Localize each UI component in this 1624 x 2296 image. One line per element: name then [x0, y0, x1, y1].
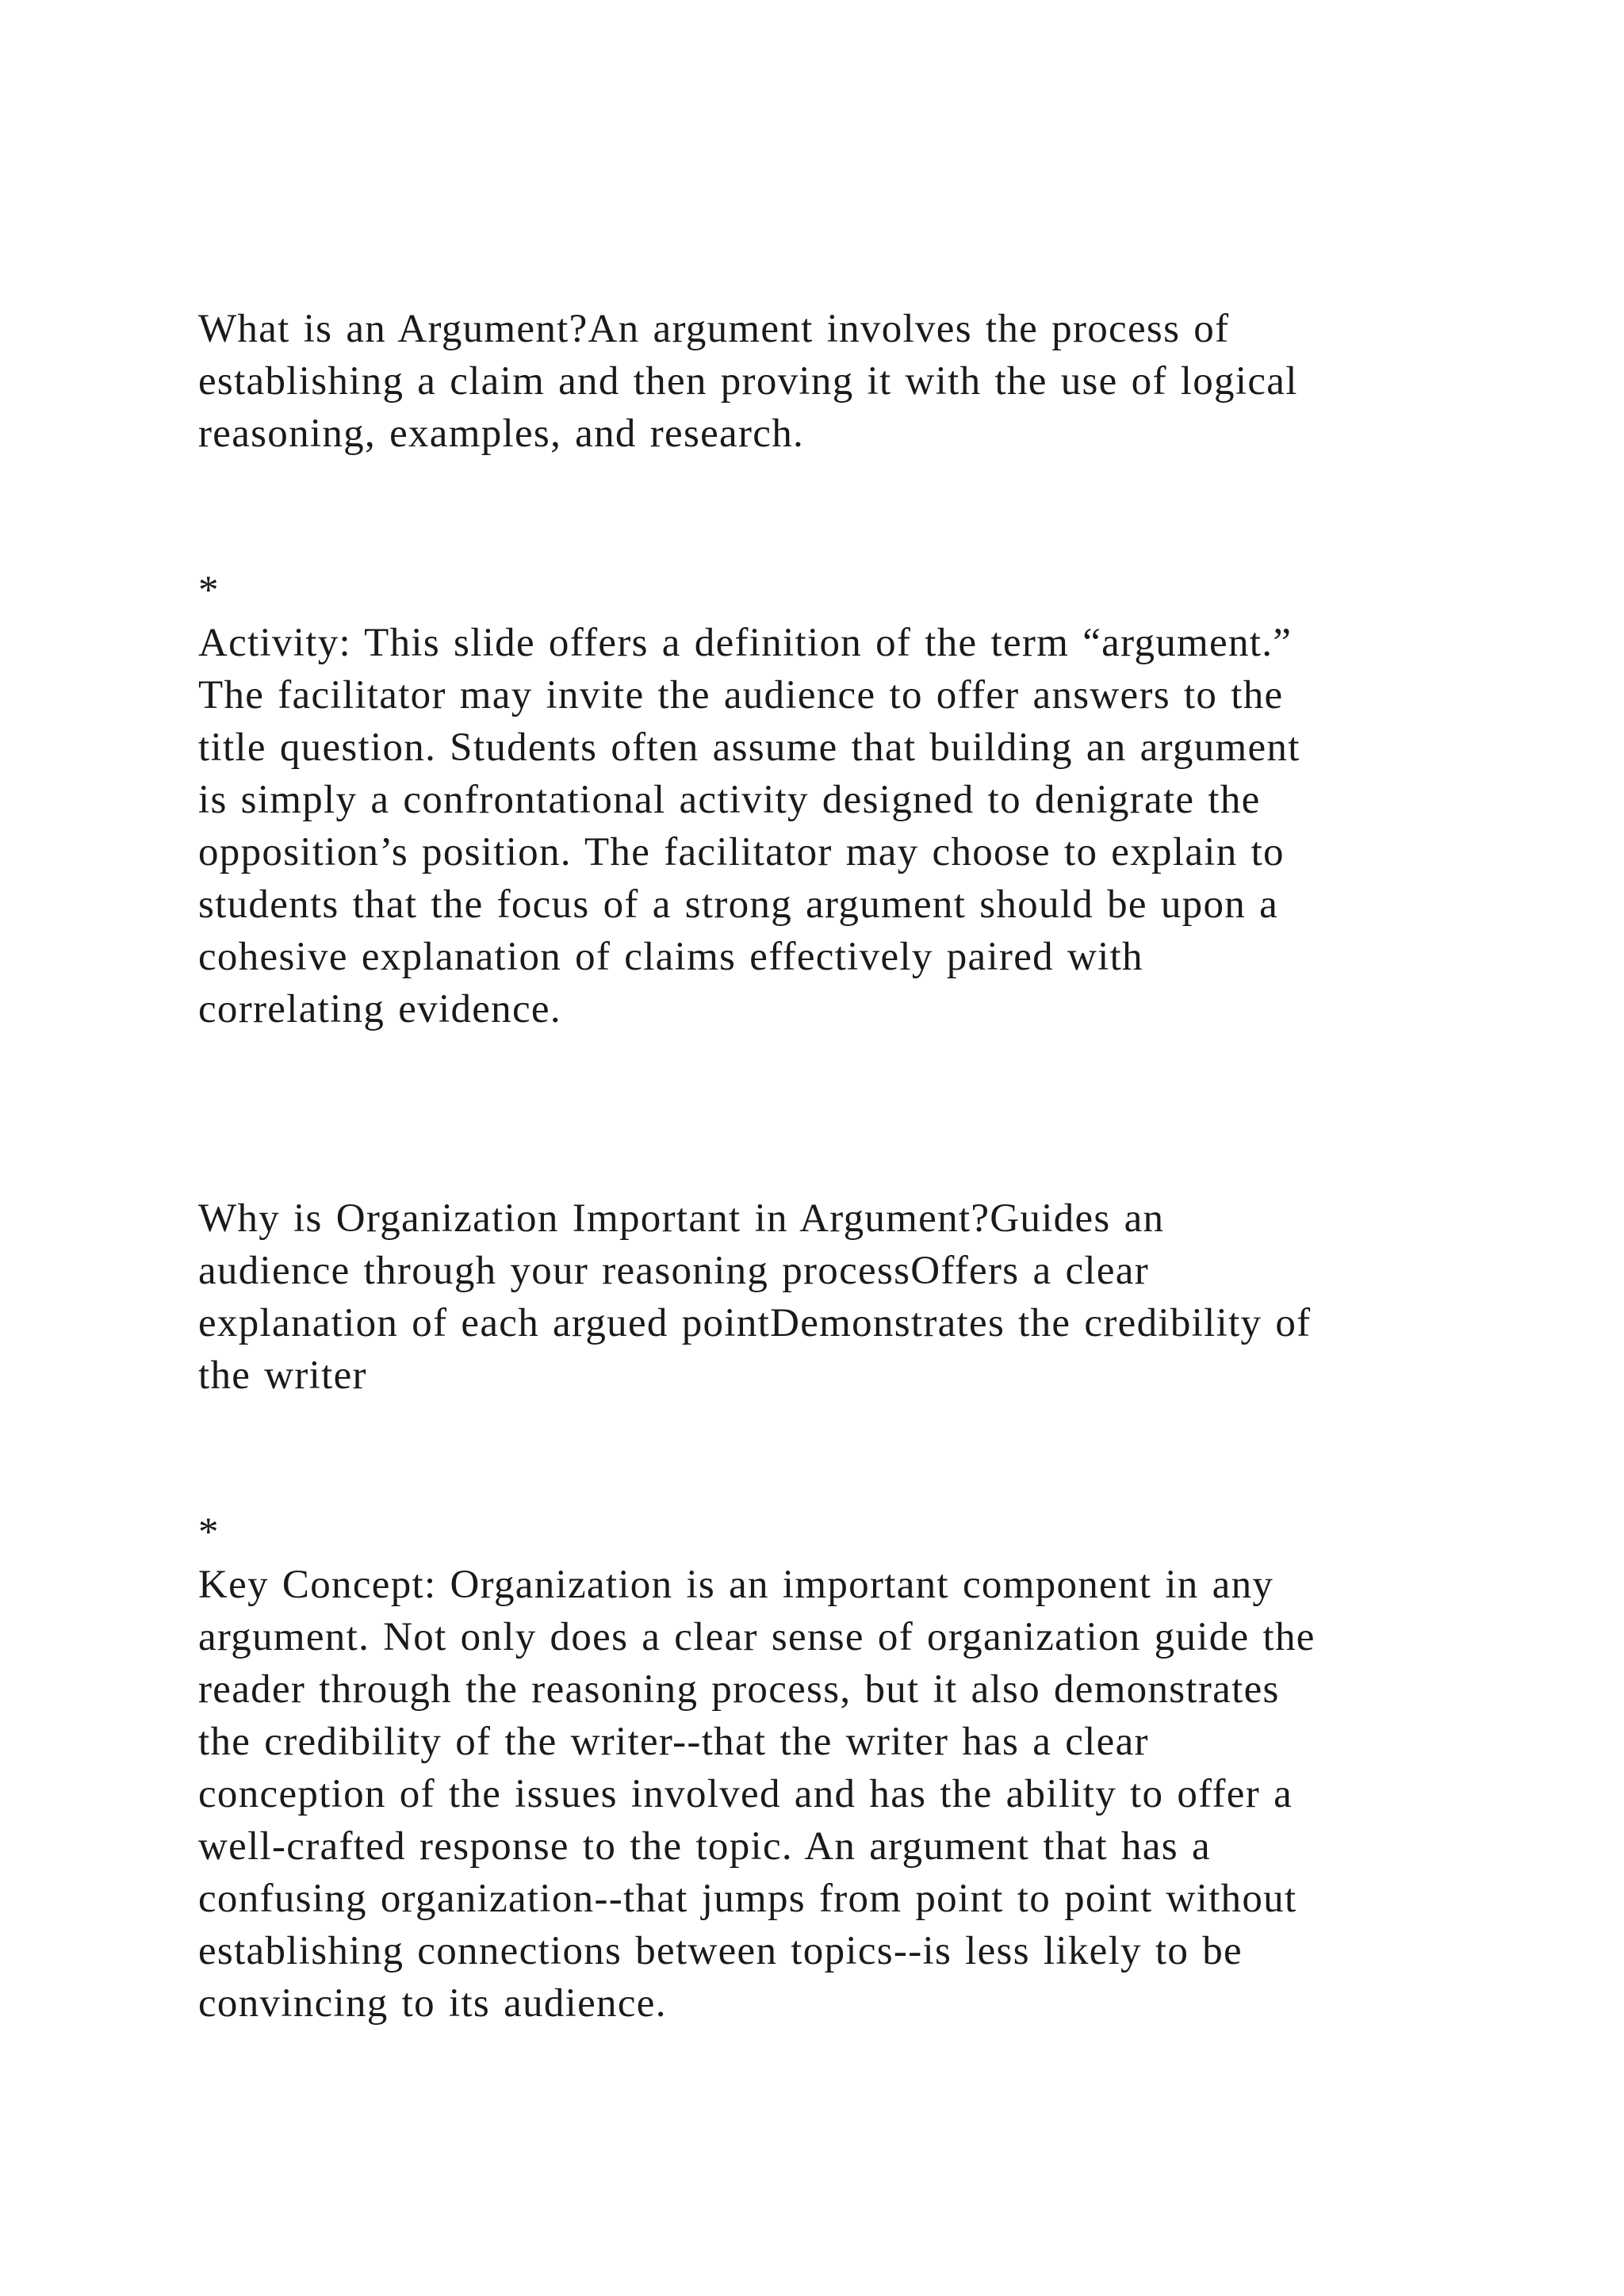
section-1-line-1: What is an Argument?An argument involves the process of — [198, 307, 1230, 351]
note-2-marker: * — [198, 1510, 220, 1555]
note-2-line-3: reader through the reasoning process, but it also demonstrates — [198, 1667, 1280, 1712]
note-1-line-7: cohesive explanation of claims effectively paired with — [198, 935, 1143, 979]
note-2-line-4: the credibility of the writer--that the writer has a clear — [198, 1720, 1149, 1764]
note-2-line-5: conception of the issues involved and has the ability to offer a — [198, 1772, 1293, 1816]
note-2-line-7: confusing organization--that jumps from point to point without — [198, 1877, 1297, 1921]
section-2-line-3: explanation of each argued pointDemonstrates the credibility of — [198, 1301, 1312, 1345]
note-2-line-9: convincing to its audience. — [198, 1981, 667, 2026]
section-2-line-2: audience through your reasoning processOffers a clear — [198, 1249, 1150, 1293]
note-1-line-2: The facilitator may invite the audience to offer answers to the — [198, 673, 1284, 718]
note-1-line-1: Activity: This slide offers a definition of the term “argument.” — [198, 621, 1293, 665]
note-1-line-6: students that the focus of a strong argument should be upon a — [198, 882, 1279, 927]
note-1-line-8: correlating evidence. — [198, 987, 561, 1031]
note-1-marker: * — [198, 568, 220, 613]
section-2-line-1: Why is Organization Important in Argument?Guides an — [198, 1196, 1165, 1241]
note-2-line-6: well-crafted response to the topic. An argument that has a — [198, 1824, 1211, 1869]
note-1-line-3: title question. Students often assume that building an argument — [198, 725, 1300, 770]
note-2-line-1: Key Concept: Organization is an important component in any — [198, 1563, 1274, 1607]
note-2-line-8: establishing connections between topics--is less likely to be — [198, 1929, 1243, 1973]
note-1-line-5: opposition’s position. The facilitator may choose to explain to — [198, 830, 1285, 874]
section-2-line-4: the writer — [198, 1353, 367, 1398]
note-1-line-4: is simply a confrontational activity designed to denigrate the — [198, 778, 1261, 822]
note-2-line-2: argument. Not only does a clear sense of organization guide the — [198, 1615, 1316, 1659]
section-1-line-3: reasoning, examples, and research. — [198, 411, 805, 456]
section-1-line-2: establishing a claim and then proving it with the use of logical — [198, 359, 1298, 404]
